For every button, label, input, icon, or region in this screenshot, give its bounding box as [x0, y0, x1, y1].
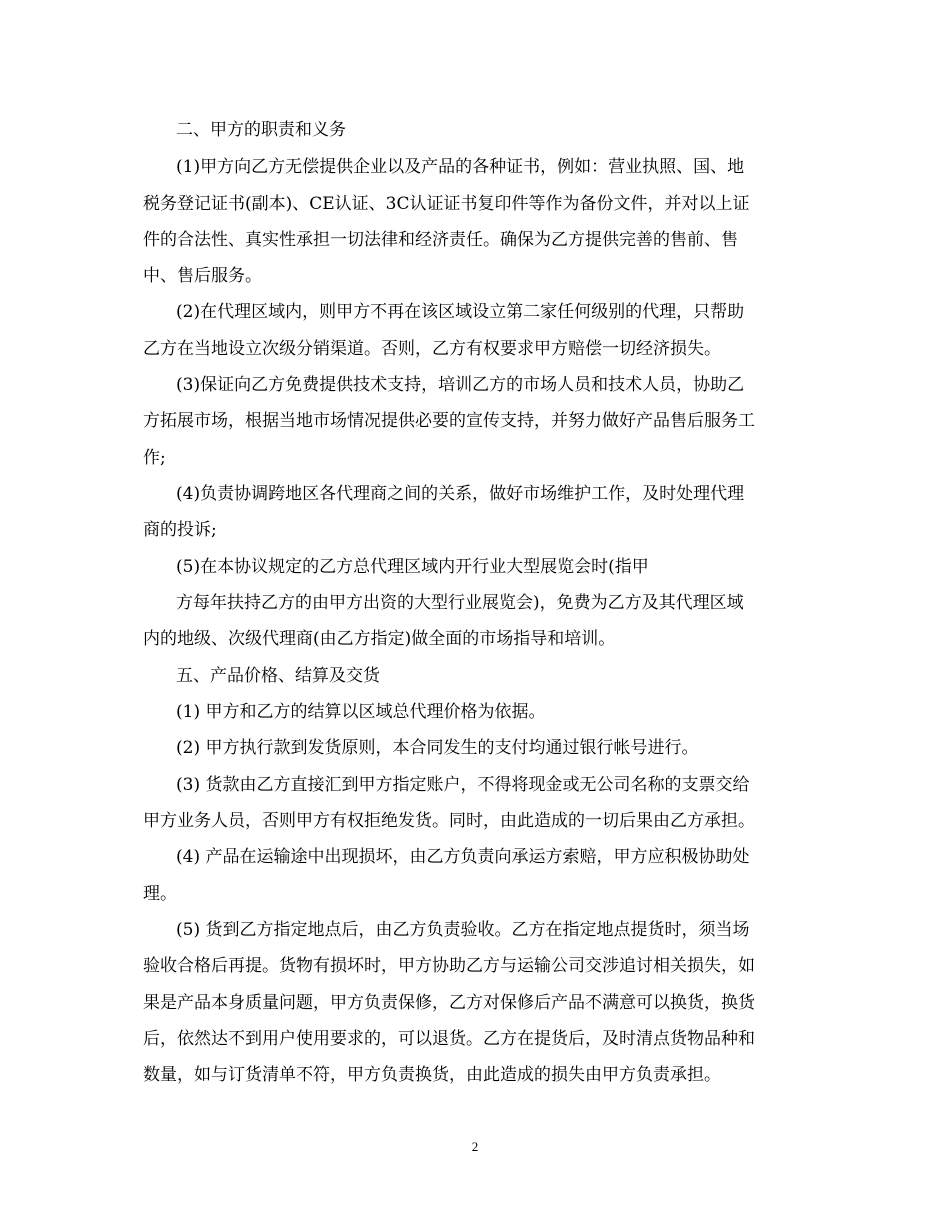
clause-line: 数量，如与订货清单不符，甲方负责换货，由此造成的损失由甲方负责承担。 — [143, 1065, 721, 1085]
clause-line: (1) 甲方和乙方的结算以区域总代理价格为依据。 — [176, 702, 546, 722]
clause-line: (3)保证向乙方免费提供技术支持，培训乙方的市场人员和技术人员，协助乙 — [176, 375, 745, 395]
clause-line: 税务登记证书(副本)、CE认证、3C认证证书复印件等作为备份文件，并对以上证 — [143, 194, 750, 214]
clause-line: 内的地级、次级代理商(由乙方指定)做全面的市场指导和培训。 — [143, 629, 616, 649]
clause-line: 甲方业务人员，否则甲方有权拒绝发货。同时，由此造成的一切后果由乙方承担。 — [143, 811, 755, 831]
clause-line: (5) 货到乙方指定地点后，由乙方负责验收。乙方在指定地点提货时，须当场 — [176, 920, 750, 940]
clause-line: 方每年扶持乙方的由甲方出资的大型行业展览会)，免费为乙方及其代理区域 — [176, 593, 744, 613]
clause-line: 验收合格后再提。货物有损坏时，甲方协助乙方与运输公司交涉追讨相关损失，如 — [143, 956, 755, 976]
clause-line: 中、售后服务。 — [143, 266, 262, 286]
clause-line: (4) 产品在运输途中出现损坏，由乙方负责向承运方索赔，甲方应积极协助处 — [176, 847, 750, 867]
clause-line: 作; — [143, 448, 166, 468]
section-heading-pricing: 五、产品价格、结算及交货 — [176, 666, 380, 686]
clause-line: 乙方在当地设立次级分销渠道。否则，乙方有权要求甲方赔偿一切经济损失。 — [143, 339, 721, 359]
clause-line: 商的投诉; — [143, 520, 217, 540]
clause-line: (2)在代理区域内，则甲方不再在该区域设立第二家任何级别的代理，只帮助 — [176, 302, 745, 322]
section-heading-duties: 二、甲方的职责和义务 — [176, 120, 346, 140]
clause-line: (2) 甲方执行款到发货原则，本合同发生的支付均通过银行帐号进行。 — [176, 738, 699, 758]
page-number: 2 — [471, 1139, 479, 1154]
clause-line: 后，依然达不到用户使用要求的，可以退货。乙方在提货后，及时清点货物品种和 — [143, 1029, 755, 1049]
clause-line: 方拓展市场，根据当地市场情况提供必要的宣传支持，并努力做好产品售后服务工 — [143, 411, 755, 431]
clause-line: 件的合法性、真实性承担一切法律和经济责任。确保为乙方提供完善的售前、售 — [143, 230, 738, 250]
clause-line: (4)负责协调跨地区各代理商之间的关系，做好市场维护工作，及时处理代理 — [176, 484, 745, 504]
clause-line: 理。 — [143, 884, 177, 904]
clause-line: (5)在本协议规定的乙方总代理区域内开行业大型展览会时(指甲 — [176, 557, 649, 577]
clause-line: 果是产品本身质量问题，甲方负责保修，乙方对保修后产品不满意可以换货，换货 — [143, 993, 755, 1013]
clause-line: (1)甲方向乙方无偿提供企业以及产品的各种证书，例如：营业执照、国、地 — [176, 157, 745, 177]
clause-line: (3) 货款由乙方直接汇到甲方指定账户，不得将现金或无公司名称的支票交给 — [176, 775, 750, 795]
